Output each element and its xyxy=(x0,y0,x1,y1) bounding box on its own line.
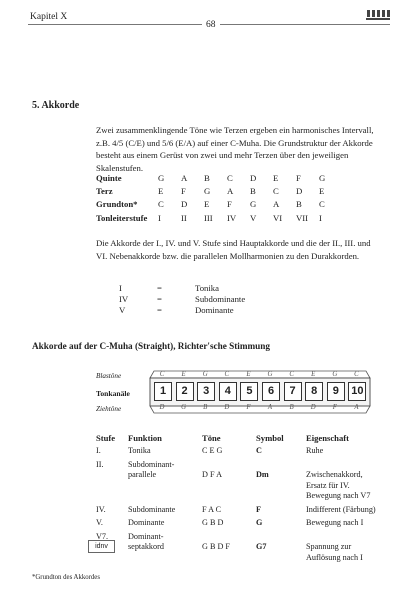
function-dash: = xyxy=(157,304,162,315)
chord-eigenschaft: Bewegung nach I xyxy=(306,518,364,527)
draw-notes-label: Ziehtöne xyxy=(96,405,122,413)
blow-note: E xyxy=(181,371,186,378)
scale-cell: F xyxy=(227,199,232,210)
harp-hole: 3 xyxy=(197,382,215,401)
blow-note: C xyxy=(354,371,359,378)
chord-stufe: IV. xyxy=(96,504,106,514)
harp-hole: 9 xyxy=(327,382,345,401)
scale-cell: B xyxy=(204,172,210,183)
scale-cell: C xyxy=(273,185,279,196)
harmonica-diagram xyxy=(146,370,374,414)
chord-toene: D F A xyxy=(202,470,223,479)
draw-note: D xyxy=(159,404,165,411)
scale-cell: B xyxy=(250,185,256,196)
chord-symbol: G7 xyxy=(256,542,267,551)
chapter-label: Kapitel X xyxy=(30,12,68,22)
chord-eigenschaft: Ruhe xyxy=(306,446,324,455)
harp-hole: 6 xyxy=(262,382,280,401)
col-header-symbol: Symbol xyxy=(256,433,284,443)
chord-row xyxy=(96,505,386,519)
harp-hole: 1 xyxy=(154,382,172,401)
chord-stufe: V7. xyxy=(96,531,109,541)
chord-toene: G B D F xyxy=(202,542,230,551)
blow-note: G xyxy=(332,371,338,378)
scale-row-label: Terz xyxy=(96,185,113,196)
scale-cell: V xyxy=(250,212,257,223)
blow-note: G xyxy=(202,371,208,378)
draw-note: B xyxy=(203,404,208,411)
draw-note: D xyxy=(224,404,230,411)
function-dash: = xyxy=(157,293,162,304)
chord-row xyxy=(96,460,386,505)
draw-note: F xyxy=(246,404,251,411)
chord-eigenschaft: Indifferent (Färbung) xyxy=(306,504,376,514)
chord-symbol: C xyxy=(256,446,262,455)
scale-row-label: Grundton* xyxy=(96,199,138,210)
chord-symbol: F xyxy=(256,504,262,514)
function-roman: I xyxy=(119,282,122,293)
footnote: *Grundton des Akkordes xyxy=(32,574,100,581)
scale-cell: C xyxy=(158,199,164,210)
function-roman: V xyxy=(119,304,126,315)
blow-note: C xyxy=(224,371,230,378)
publisher-logo-icon xyxy=(366,10,390,21)
scale-row xyxy=(96,171,342,184)
draw-note: G xyxy=(181,404,187,411)
draw-note: B xyxy=(289,404,294,411)
blow-note: E xyxy=(246,371,251,378)
scale-cell: III xyxy=(204,212,213,223)
scale-cell: I xyxy=(158,212,161,223)
function-roman: IV xyxy=(119,293,129,304)
harp-hole: 2 xyxy=(176,382,194,401)
col-header-toene: Töne xyxy=(202,433,221,443)
scale-cell: II xyxy=(181,212,187,223)
chord-row xyxy=(96,446,386,460)
chord-stufe: V. xyxy=(96,518,103,527)
chord-toene: G B D xyxy=(202,518,224,527)
harp-hole: 10 xyxy=(348,382,366,401)
scale-cell: G xyxy=(250,199,257,210)
blow-note: C xyxy=(159,371,165,378)
draw-note: A xyxy=(267,404,273,411)
scale-cell: C xyxy=(319,199,325,210)
scale-cell: C xyxy=(227,172,233,183)
section-title: 5. Akkorde xyxy=(32,100,80,111)
harp-hole: 5 xyxy=(240,382,258,401)
chord-symbol: G xyxy=(256,518,263,527)
chord-stufe: II. xyxy=(96,459,104,469)
scale-row xyxy=(96,198,342,211)
harp-hole: 7 xyxy=(284,382,302,401)
scale-cell: D xyxy=(181,199,188,210)
harp-hole: 4 xyxy=(219,382,237,401)
scale-row-label: Quinte xyxy=(96,172,122,183)
chord-stufe: I. xyxy=(96,446,101,455)
scale-cell: G xyxy=(204,185,211,196)
chord-row xyxy=(96,532,386,567)
col-header-stufe: Stufe xyxy=(96,433,116,443)
scale-cell: E xyxy=(319,185,325,196)
scale-row xyxy=(96,211,342,224)
function-row xyxy=(115,293,245,304)
scale-cell: F xyxy=(296,172,301,183)
chord-symbol: Dm xyxy=(256,470,269,479)
scale-cell: E xyxy=(158,185,164,196)
harp-section-title: Akkorde auf der C-Muha (Straight), Richter'sche Stimmung xyxy=(32,341,270,351)
scale-cell: VII xyxy=(296,212,309,223)
scale-cell: D xyxy=(250,172,257,183)
function-row xyxy=(115,304,245,315)
scale-cell: A xyxy=(227,185,234,196)
draw-note: A xyxy=(354,404,359,411)
chord-table xyxy=(96,433,386,566)
function-name: Dominante xyxy=(195,304,234,315)
chord-funktion: Dominante xyxy=(128,518,165,527)
function-name: Tonika xyxy=(195,282,220,293)
function-row xyxy=(115,282,245,293)
scale-cell: E xyxy=(273,172,279,183)
scale-cell: VI xyxy=(273,212,283,223)
chord-funktion: Subdominant- parallele xyxy=(128,459,175,479)
chord-toene: C E G xyxy=(202,446,223,455)
scale-cell: D xyxy=(296,185,303,196)
scale-cell: I xyxy=(319,212,322,223)
channels-label: Tonkanäle xyxy=(96,389,130,398)
scale-cell: B xyxy=(296,199,302,210)
scale-cell: A xyxy=(181,172,188,183)
blow-note: C xyxy=(289,371,294,378)
chord-funktion: Tonika xyxy=(128,446,151,455)
chord-funktion: Dominant- septakkord xyxy=(128,531,164,551)
publisher-stamp: idnv xyxy=(88,540,115,553)
scale-cell: E xyxy=(204,199,210,210)
col-header-eigenschaft: Eigenschaft xyxy=(306,433,349,443)
draw-note: D xyxy=(310,404,316,411)
chord-funktion: Subdominante xyxy=(128,504,176,514)
scale-cell: IV xyxy=(227,212,237,223)
chord-row xyxy=(96,518,386,532)
chord-function-paragraph: Die Akkorde der I., IV. und V. Stufe sind Hauptakkorde und die der II., III. und VI. Nebenakkorde bzw. die parallelen Mollharmonien zu den Durakkorden. xyxy=(96,238,371,261)
chord-toene: F A C xyxy=(202,504,222,514)
scale-cell: A xyxy=(273,199,280,210)
scale-cell: F xyxy=(181,185,186,196)
harp-hole: 8 xyxy=(305,382,323,401)
scale-row-label: Tonleiterstufe xyxy=(96,212,148,223)
scale-row xyxy=(96,184,342,197)
scale-cell: G xyxy=(319,172,326,183)
blow-note: E xyxy=(311,371,316,378)
scale-cell: G xyxy=(158,172,165,183)
function-dash: = xyxy=(157,282,162,293)
intro-paragraph: Zwei zusammenklingende Töne wie Terzen ergeben ein harmonisches Intervall, z.B. 4/5 (C/E) und 5/6 (E/A) auf einer C-Muha. Die Grundstruktur der Akkorde besteht aus einem Gerüst von zwei und mehr Terzen über den jeweiligen Skalenstufen. xyxy=(96,125,374,173)
chord-eigenschaft: Zwischenakkord, Ersatz für IV. Bewegung nach V7 xyxy=(306,470,371,500)
blow-note: G xyxy=(267,371,273,378)
function-list xyxy=(115,282,245,315)
chord-eigenschaft: Spannung zur Auflösung nach I xyxy=(306,542,363,562)
draw-note: F xyxy=(332,404,337,411)
page-number: 68 xyxy=(202,20,220,30)
function-name: Subdominante xyxy=(195,293,246,304)
blow-notes-label: Blastöne xyxy=(96,372,122,380)
col-header-funktion: Funktion xyxy=(128,433,162,443)
scale-table xyxy=(96,171,342,224)
